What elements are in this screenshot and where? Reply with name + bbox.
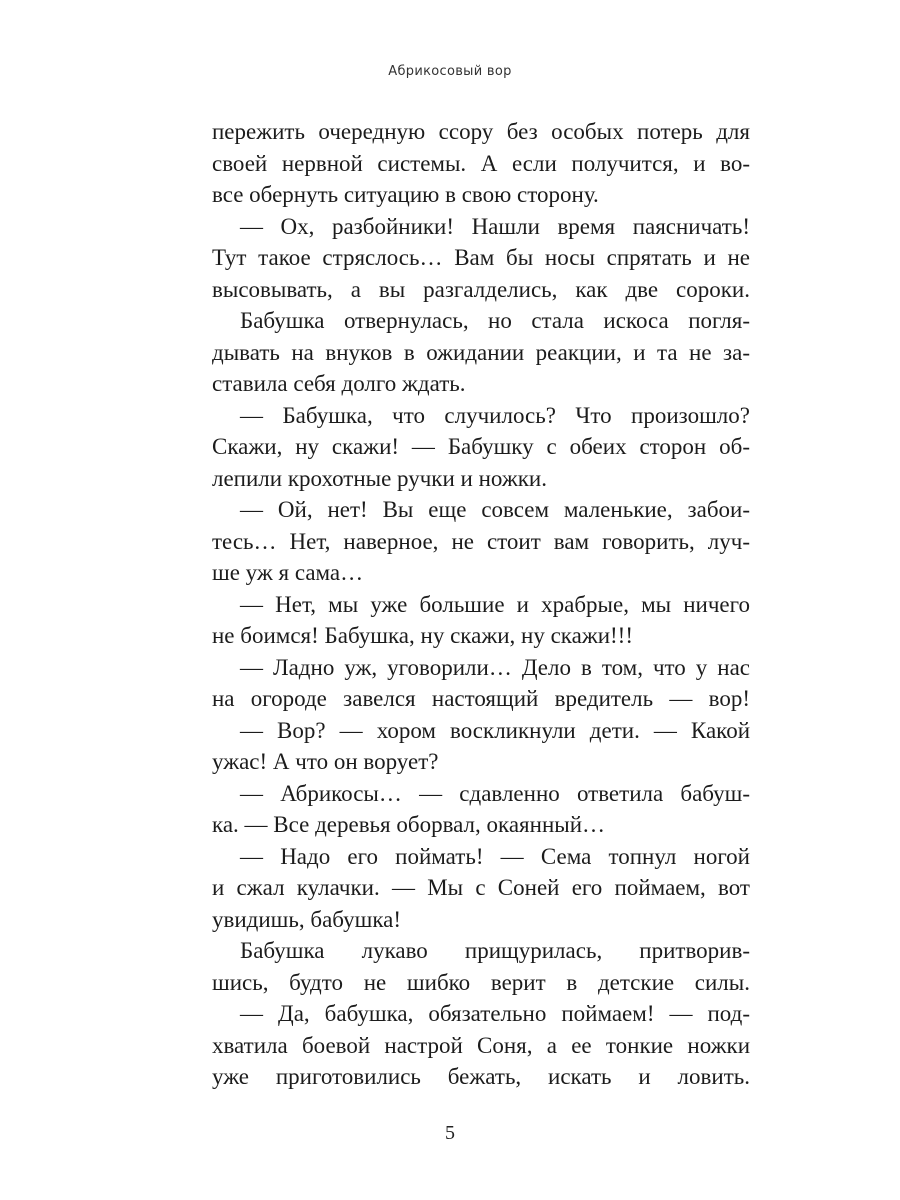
paragraph [212,589,750,652]
text-line: на огороде завелся настоящий вредитель — вор! [212,686,750,711]
text-line: лепили крохотные ручки и ножки. [212,465,547,491]
text-line: уже приготовились бежать, искать и ловить. [212,1064,750,1089]
text-line: дывать на внуков в ожидании реакции, и та не за- [212,339,750,365]
text-line: тесь… Нет, наверное, не стоит вам говорить, луч- [212,528,750,554]
paragraph [212,305,750,400]
text-line: Бабушка отвернулась, но стала искоса погля- [240,308,750,333]
text-line: — Да, бабушка, обязательно поймаем! — под- [240,1001,750,1026]
page-number: 5 [445,1122,455,1144]
text-line: не боимся! Бабушка, ну скажи, ну скажи!!! [212,623,633,648]
text-line: — Нет, мы уже большие и храбрые, мы ничего [240,591,750,617]
text-line: Бабушка лукаво прищурилась, притворив- [240,938,750,963]
text-line: и сжал кулачки. — Мы с Соней его поймаем, вот [212,875,750,900]
body-text [212,116,750,1093]
paragraph [212,652,750,715]
text-line: пережить очередную ссору без особых потерь для [212,119,750,144]
text-line: своей нервной системы. А если получится, и во- [212,150,750,176]
text-line: ужас! А что он ворует? [212,749,439,774]
text-line: — Ой, нет! Вы еще совсем маленькие, забои- [240,497,750,522]
paragraph [212,494,750,589]
text-line: — Ох, разбойники! Нашли время паясничать! [240,213,750,239]
paragraph [212,211,750,306]
paragraph [212,778,750,841]
paragraph [212,715,750,778]
paragraph [212,116,750,211]
paragraph [212,841,750,936]
running-title: Абрикосовый вор [388,64,512,79]
paragraph [212,998,750,1093]
text-line: ше уж я сама… [212,560,364,585]
text-line: — Ладно уж, уговорили… Дело в том, что у нас [240,654,750,680]
text-line: ка. — Все деревья оборвал, окаянный… [212,812,606,837]
text-line: шись, будто не шибко верит в детские силы. [212,969,750,995]
text-line: ставила себя долго ждать. [212,371,466,396]
paragraph [212,935,750,998]
text-line: высовывать, а вы разгалделись, как две сороки. [212,276,750,302]
text-line: Тут такое стряслось… Вам бы носы спрятать и не [212,245,750,270]
text-line: — Бабушка, что случилось? Что произошло? [240,402,750,428]
text-line: — Абрикосы… — сдавленно ответила бабуш- [240,780,750,806]
text-line: хватила боевой настрой Соня, а ее тонкие ножки [212,1032,750,1058]
text-line: все обернуть ситуацию в свою сторону. [212,182,599,207]
paragraph [212,400,750,495]
text-line: — Надо его поймать! — Сема топнул ногой [240,843,750,869]
text-line: Скажи, ну скажи! — Бабушку с обеих сторон об- [212,434,750,459]
text-line: — Вор? — хором воскликнули дети. — Какой [240,717,750,743]
text-line: увидишь, бабушка! [212,906,402,932]
